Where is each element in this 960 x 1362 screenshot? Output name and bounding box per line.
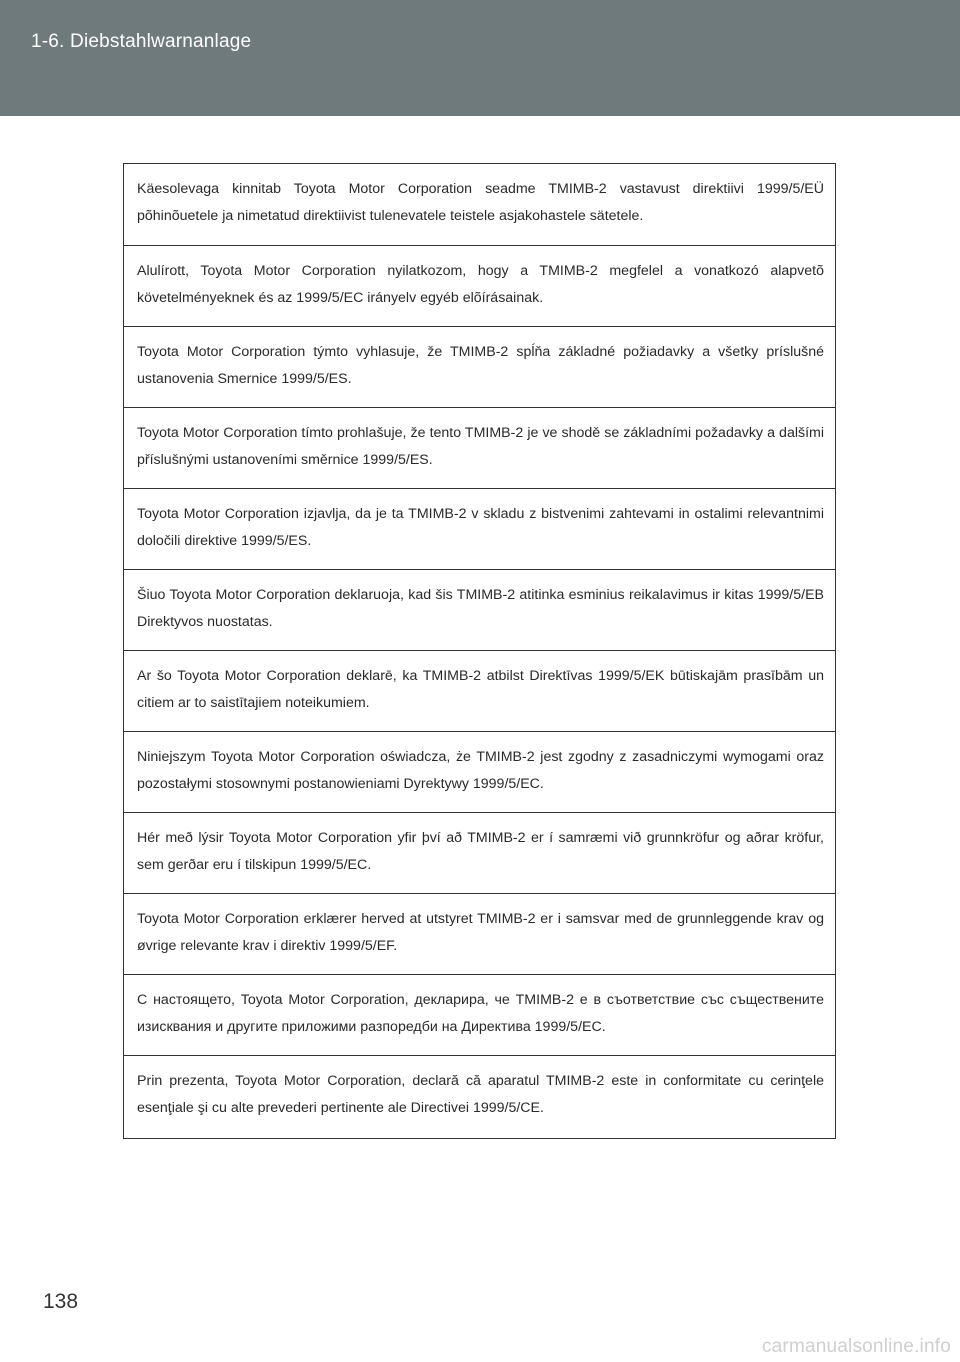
declaration-latvian: Ar šo Toyota Motor Corporation deklarē, ka TMIMB-2 atbilst Direktīvas 1999/5/EK būtiskajām prasībām un citiem ar to saistītajiem noteikumiem. [124,650,835,731]
declaration-czech: Toyota Motor Corporation tímto prohlašuje, že tento TMIMB-2 je ve shodě se základními požadavky a dalšími příslušnými ustanoveními směrnice 1999/5/ES. [124,407,835,488]
declaration-icelandic: Hér með lýsir Toyota Motor Corporation yfir því að TMIMB-2 er í samræmi við grunnkröfur og aðrar kröfur, sem gerðar eru í tilskipun 1999/5/EC. [124,812,835,893]
declaration-slovak: Toyota Motor Corporation týmto vyhlasuje, že TMIMB-2 spĺňa základné požiadavky a všetky príslušné ustanovenia Smernice 1999/5/ES. [124,326,835,407]
declaration-romanian: Prin prezenta, Toyota Motor Corporation, declară că aparatul TMIMB-2 este in conformitate cu cerinţele esenţiale şi cu alte prevederi pertinente ale Directivei 1999/5/CE. [124,1055,835,1138]
section-title: 1-6. Diebstahlwarnanlage [31,31,252,52]
declarations-table [123,163,836,1139]
page-number: 138 [43,1290,79,1313]
declaration-norwegian: Toyota Motor Corporation erklærer herved at utstyret TMIMB-2 er i samsvar med de grunnleggende krav og øvrige relevante krav i direktiv 1999/5/EF. [124,893,835,974]
declaration-polish: Niniejszym Toyota Motor Corporation oświadcza, że TMIMB-2 jest zgodny z zasadniczymi wymogami oraz pozostałymi stosownymi postanowieniami Dyrektywy 1999/5/EC. [124,731,835,812]
section-header-bar [0,0,960,116]
declaration-hungarian: Alulírott, Toyota Motor Corporation nyilatkozom, hogy a TMIMB-2 megfelel a vonatkozó alapvetõ követelményeknek és az 1999/5/EC irányelv egyéb elõírásainak. [124,245,835,326]
declaration-estonian: Käesolevaga kinnitab Toyota Motor Corporation seadme TMIMB-2 vastavust direktiivi 1999/5/EÜ põhinõuetele ja nimetatud direktiivist tulenevatele teistele asjakohastele sätetele. [137,181,824,224]
watermark: carmanualsonline.info [761,1336,951,1357]
declaration-bulgarian: С настоящето, Toyota Motor Corporation, декларира, че TMIMB-2 е в съответствие със съществените изисквания и другите приложими разпоредби на Директива 1999/5/ЕС. [124,974,835,1055]
declaration-slovenian: Toyota Motor Corporation izjavlja, da je ta TMIMB-2 v skladu z bistvenimi zahtevami in ostalimi relevantnimi določili direktive 1999/5/ES. [124,488,835,569]
declaration-lithuanian: Šiuo Toyota Motor Corporation deklaruoja, kad šis TMIMB-2 atitinka esminius reikalavimus ir kitas 1999/5/EB Direktyvos nuostatas. [124,569,835,650]
